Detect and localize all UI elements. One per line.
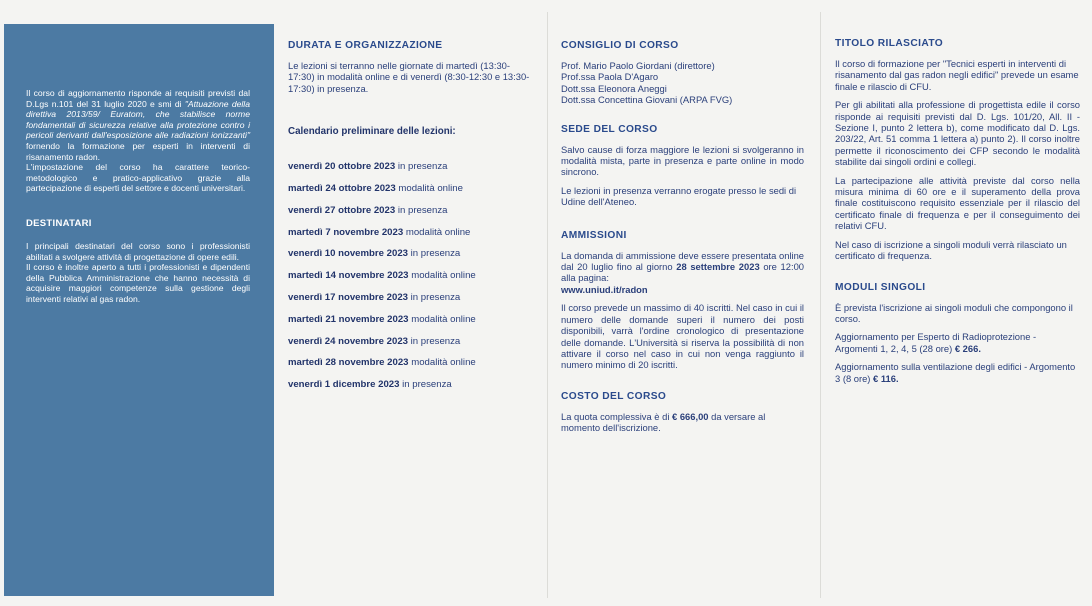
intro-paragraph: Il corso di aggiornamento risponde ai requisiti previsti dal D.Lgs n.101 del 31 luglio 2020 e smi di "Attuazione della direttiva 2013/59/ Euratom, che stabilisce norme fondamentali di sicurezza relative alla protezione contro i pericoli derivanti dall'esposizione alle radiazioni ionizzanti" fornendo la formazione per esperti in interventi di risanamento radon. bbox=[26, 88, 250, 162]
ammissioni-p1: La domanda di ammissione deve essere presentata online dal 20 luglio fino al giorno 28 settembre 2023 ore 12:00 alla pagina: www.uniud.it/radon bbox=[561, 249, 804, 295]
lesson-item bbox=[288, 227, 534, 249]
titolo-p2: Per gli abilitati alla professione di progettista edile il corso risponde ai requisiti previsti dal D. Lgs. 101/20, All. II - Sezione I, punto 2 lettera b), come modificato dal D. Lgs. 203/22, Art. 51 comma 1 lettera a) punto 2). Il corso inoltre permette il riconoscimento dei CFP secondo le modalità stabilite dai singoli ordini e collegi. bbox=[835, 99, 1080, 168]
lesson-date: venerdì 27 ottobre 2023 bbox=[288, 204, 396, 216]
lesson-date: venerdì 17 novembre 2023 bbox=[288, 292, 408, 303]
council-member: Prof.ssa Paola D'Agaro bbox=[561, 71, 659, 83]
intro-panel bbox=[4, 24, 274, 596]
lesson-item bbox=[288, 314, 534, 336]
lesson-date: martedì 28 novembre 2023 bbox=[288, 357, 409, 369]
lesson-mode: modalità online bbox=[411, 313, 476, 325]
lesson-item bbox=[288, 205, 534, 227]
module-1-price: € 266. bbox=[954, 342, 981, 354]
column-divider bbox=[820, 12, 821, 598]
lesson-date: martedì 14 novembre 2023 bbox=[288, 270, 409, 282]
titolo-column bbox=[835, 0, 1080, 606]
durata-heading: DURATA E ORGANIZZAZIONE bbox=[288, 40, 443, 51]
lesson-item bbox=[288, 183, 534, 205]
durata-text: Le lezioni si terranno nelle giornate di martedì (13:30-17:30) in modalità online e di venerdì (8:30-12:30 e 13:30-17:30) in presenza. bbox=[288, 60, 530, 94]
lesson-item bbox=[288, 336, 534, 358]
moduli-intro: È prevista l'iscrizione ai singoli moduli che compongono il corso. bbox=[835, 301, 1073, 324]
ammissioni-heading: AMMISSIONI bbox=[561, 229, 627, 241]
ammissioni-p2: Il corso prevede un massimo di 40 iscritti. Nel caso in cui il numero delle domande superi il numero dei posti disponibili, varrà l'ordine cronologico di presentazione delle domande. L'Università si riserva la possibilità di non attivare il corso nel caso in cui non venga raggiunto il numero minimo di 20 iscritti. bbox=[561, 302, 804, 371]
lesson-date: martedì 21 novembre 2023 bbox=[288, 313, 409, 325]
lesson-date: venerdì 20 ottobre 2023 bbox=[288, 161, 396, 173]
deadline-date: 28 settembre 2023 bbox=[676, 261, 760, 273]
module-2-price: € 116. bbox=[873, 372, 899, 384]
lesson-mode: modalità online bbox=[398, 183, 463, 195]
lesson-item bbox=[288, 248, 534, 270]
titolo-p3: La partecipazione alle attività previste dal corso nella misura minima di 60 ore e il superamento della prova finale costituiscono requisito essenziale per il rilascio del certificato finale di frequenza e per il conseguimento dei relativi CFU. bbox=[835, 174, 1080, 232]
lesson-date: venerdì 10 novembre 2023 bbox=[288, 248, 408, 260]
lesson-mode: in presenza bbox=[397, 161, 448, 173]
costo-heading: COSTO DEL CORSO bbox=[561, 390, 667, 402]
lesson-date: martedì 24 ottobre 2023 bbox=[288, 183, 396, 195]
lesson-mode: modalità online bbox=[405, 226, 471, 238]
lesson-item bbox=[288, 270, 534, 292]
directive-quote: "Attuazione della direttiva 2013/59/ Euratom, che stabilisce norme fondamentali di sicurezza relative alla protezione contro i pericoli derivanti dall'esposizione alle radiazioni ionizzanti" bbox=[26, 98, 250, 141]
course-price: € 666,00 bbox=[672, 410, 709, 422]
lesson-mode: in presenza bbox=[402, 379, 452, 391]
calendar-heading: Calendario preliminare delle lezioni: bbox=[288, 126, 456, 138]
sede-p1: Salvo cause di forza maggiore le lezioni si svolgeranno in modalità mista, parte in presenza e parte online in modo sincrono. bbox=[561, 143, 804, 178]
lesson-mode: in presenza bbox=[410, 335, 461, 347]
moduli-heading: MODULI SINGOLI bbox=[835, 281, 926, 293]
destinatari-p2: Il corso è inoltre aperto a tutti i professionisti e dipendenti della Pubblica Amministrazione che hanno necessità di acquisire maggiori competenze sulla gestione degli interventi relativi al gas radon. bbox=[26, 262, 250, 304]
sede-p2: Le lezioni in presenza verranno erogate presso le sedi di Udine dell'Ateneo. bbox=[561, 184, 797, 208]
titolo-p1: Il corso di formazione per "Tecnici esperti in interventi di risanamento dal gas radon negli edifici" prevede un esame finale e rilascio di CFU. bbox=[835, 58, 1079, 92]
lesson-item bbox=[288, 161, 534, 183]
costo-text: La quota complessiva è di € 666,00 da versare al momento dell'iscrizione. bbox=[561, 410, 766, 434]
council-member: Dott.ssa Concettina Giovani (ARPA FVG) bbox=[561, 94, 733, 106]
column-divider bbox=[547, 12, 548, 598]
council-member: Dott.ssa Eleonora Aneggi bbox=[561, 82, 667, 94]
council-members bbox=[561, 60, 804, 106]
lesson-date: martedì 7 novembre 2023 bbox=[288, 226, 404, 238]
info-column bbox=[561, 0, 804, 606]
lesson-mode: in presenza bbox=[397, 204, 448, 216]
consiglio-heading: CONSIGLIO DI CORSO bbox=[561, 40, 679, 51]
module-2: Aggiornamento sulla ventilazione degli edifici - Argomento 3 (8 ore) € 116. bbox=[835, 361, 1076, 384]
destinatari-heading: DESTINATARI bbox=[26, 217, 92, 229]
lesson-item bbox=[288, 357, 534, 379]
admission-link[interactable]: www.uniud.it/radon bbox=[561, 283, 648, 295]
sede-heading: SEDE DEL CORSO bbox=[561, 123, 658, 135]
intro-approach: L'impostazione del corso ha carattere teorico-metodologico e pratico-applicativo grazie alla partecipazione di esperti del settore e docenti universitari. bbox=[26, 162, 250, 194]
lesson-item bbox=[288, 292, 534, 314]
lesson-mode: in presenza bbox=[410, 248, 461, 260]
lesson-date: venerdì 1 dicembre 2023 bbox=[288, 379, 400, 391]
lesson-list bbox=[288, 161, 534, 401]
titolo-heading: TITOLO RILASCIATO bbox=[835, 38, 944, 49]
titolo-p4: Nel caso di iscrizione a singoli moduli verrà rilasciato un certificato di frequenza. bbox=[835, 238, 1067, 262]
lesson-item bbox=[288, 379, 534, 401]
lesson-mode: in presenza bbox=[410, 292, 461, 303]
lesson-mode: modalità online bbox=[411, 270, 476, 282]
council-member: Prof. Mario Paolo Giordani (direttore) bbox=[561, 60, 715, 71]
durata-column bbox=[288, 0, 534, 606]
lesson-date: venerdì 24 novembre 2023 bbox=[288, 335, 408, 347]
lesson-mode: modalità online bbox=[411, 357, 476, 369]
destinatari-p1: I principali destinatari del corso sono i professionisti abilitati a svolgere attività di progettazione di opere edili. bbox=[26, 240, 250, 262]
module-1: Aggiornamento per Esperto di Radioprotezione - Argomenti 1, 2, 4, 5 (28 ore) € 266. bbox=[835, 331, 1037, 354]
